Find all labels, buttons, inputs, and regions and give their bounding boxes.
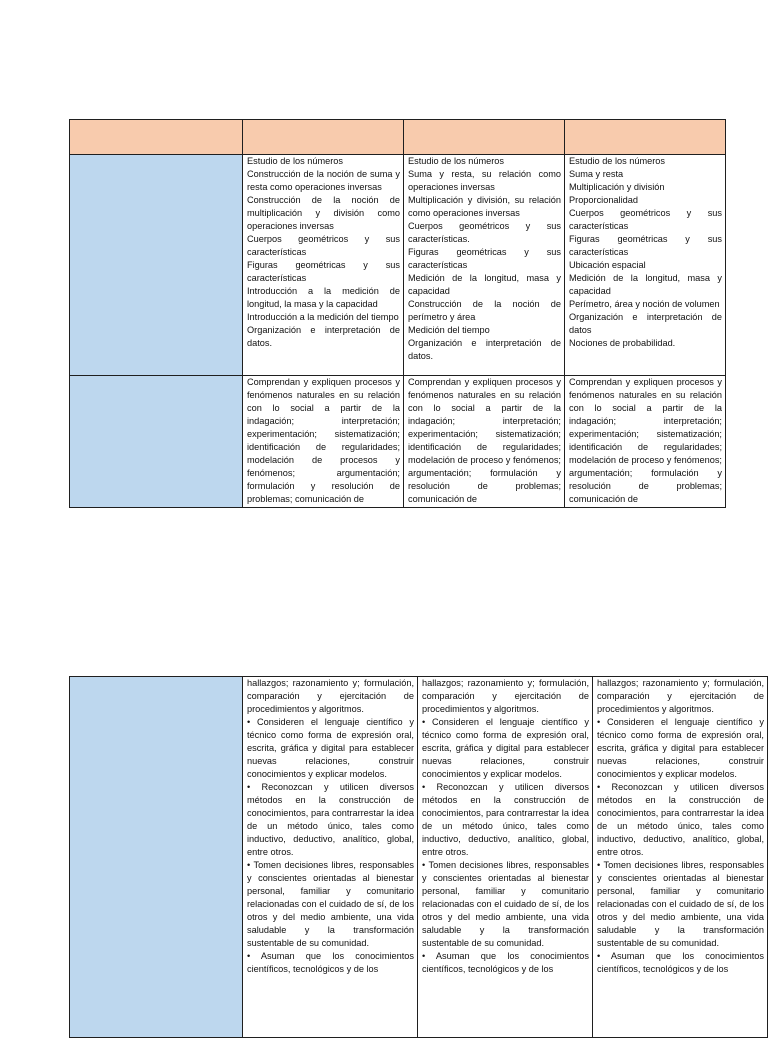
cell-continued-col1: hallazgos; razonamiento y; formulación, comparación y ejercitación de procedimientos y algoritmos. • Consideren el lenguaje científico y técnico como forma de expresión oral, escrita, gráfica y digital para establecer nuevas relaciones, construir conocimientos y explicar modelos. • Reconozcan y utilicen diversos métodos en la construcción de conocimientos, para contrarrestar la idea de un método único, tales como inductivo, deductivo, analítico, global, entre otros. • Tomen decisiones libres, responsables y conscientes orientadas al bienestar personal, familiar y comunitario relacionadas con el cuidado de sí, de los otros y del medio ambiente, una vida saludable y la transformación sustentable de su comunidad. • Asuman que los conocimientos científicos, tecnológicos y de los: [243, 677, 418, 1038]
cell-continued-col3: hallazgos; razonamiento y; formulación, comparación y ejercitación de procedimientos y algoritmos. • Consideren el lenguaje científico y técnico como forma de expresión oral, escrita, gráfica y digital para establecer nuevas relaciones, construir conocimientos y explicar modelos. • Reconozcan y utilicen diversos métodos en la construcción de conocimientos, para contrarrestar la idea de un método único, tales como inductivo, deductivo, analítico, global, entre otros. • Tomen decisiones libres, responsables y conscientes orientadas al bienestar personal, familiar y comunitario relacionadas con el cuidado de sí, de los otros y del medio ambiente, una vida saludable y la transformación sustentable de su comunidad. • Asuman que los conocimientos científicos, tecnológicos y de los: [593, 677, 768, 1038]
contents-table-bottom: [69, 676, 768, 1038]
cell-contents-col3: Estudio de los números Suma y resta Multiplicación y división Proporcionalidad Cuerpos geométricos y sus características Figuras geométricas y sus características Ubicación espacial Medición de la longitud, masa y capacidad Perímetro, área y noción de volumen Organización e interpretación de datos Nociones de probabilidad.: [565, 155, 726, 376]
contents-table-top: [69, 119, 726, 508]
header-cell-grade-2: [404, 120, 565, 155]
row-label-processes: [70, 376, 243, 508]
cell-processes-col3: Comprendan y expliquen procesos y fenómenos naturales en su relación con lo social a partir de la indagación; interpretación; experimentación; sistematización; identificación de regularidades; modelación de proceso y fenómenos; argumentación; formulación y resolución de problemas; comunicación de: [565, 376, 726, 508]
row-label-continued: [70, 677, 243, 1038]
header-cell-label: [70, 120, 243, 155]
cell-processes-col2: Comprendan y expliquen procesos y fenómenos naturales en su relación con lo social a partir de la indagación; interpretación; experimentación; sistematización; identificación de regularidades; modelación de proceso y fenómenos; argumentación; formulación y resolución de problemas; comunicación de: [404, 376, 565, 508]
cell-processes-col1: Comprendan y expliquen procesos y fenómenos naturales en su relación con lo social a partir de la indagación; interpretación; experimentación; sistematización; identificación de regularidades; modelación de procesos y fenómenos; argumentación; formulación y resolución de problemas; comunicación de: [243, 376, 404, 508]
cell-continued-col2: hallazgos; razonamiento y; formulación, comparación y ejercitación de procedimientos y algoritmos. • Consideren el lenguaje científico y técnico como forma de expresión oral, escrita, gráfica y digital para establecer nuevas relaciones, construir conocimientos y explicar modelos. • Reconozcan y utilicen diversos métodos en la construcción de conocimientos, para contrarrestar la idea de un método único, tales como inductivo, deductivo, analítico, global, entre otros. • Tomen decisiones libres, responsables y conscientes orientadas al bienestar personal, familiar y comunitario relacionadas con el cuidado de sí, de los otros y del medio ambiente, una vida saludable y la transformación sustentable de su comunidad. • Asuman que los conocimientos científicos, tecnológicos y de los: [418, 677, 593, 1038]
header-cell-grade-3: [565, 120, 726, 155]
cell-contents-col1: Estudio de los números Construcción de la noción de suma y resta como operaciones inversas Construcción de la noción de multiplicación y división como operaciones inversas Cuerpos geométricos y sus características Figuras geométricas y sus características Introducción a la medición de longitud, la masa y la capacidad Introducción a la medición del tiempo Organización e interpretación de datos.: [243, 155, 404, 376]
header-cell-grade-1: [243, 120, 404, 155]
cell-contents-col2: Estudio de los números Suma y resta, su relación como operaciones inversas Multiplicación y división, su relación como operaciones inversas Cuerpos geométricos y sus características. Figuras geométricas y sus características Medición de la longitud, masa y capacidad Construcción de la noción de perímetro y área Medición del tiempo Organización e interpretación de datos.: [404, 155, 565, 376]
row-label-numbers: [70, 155, 243, 376]
